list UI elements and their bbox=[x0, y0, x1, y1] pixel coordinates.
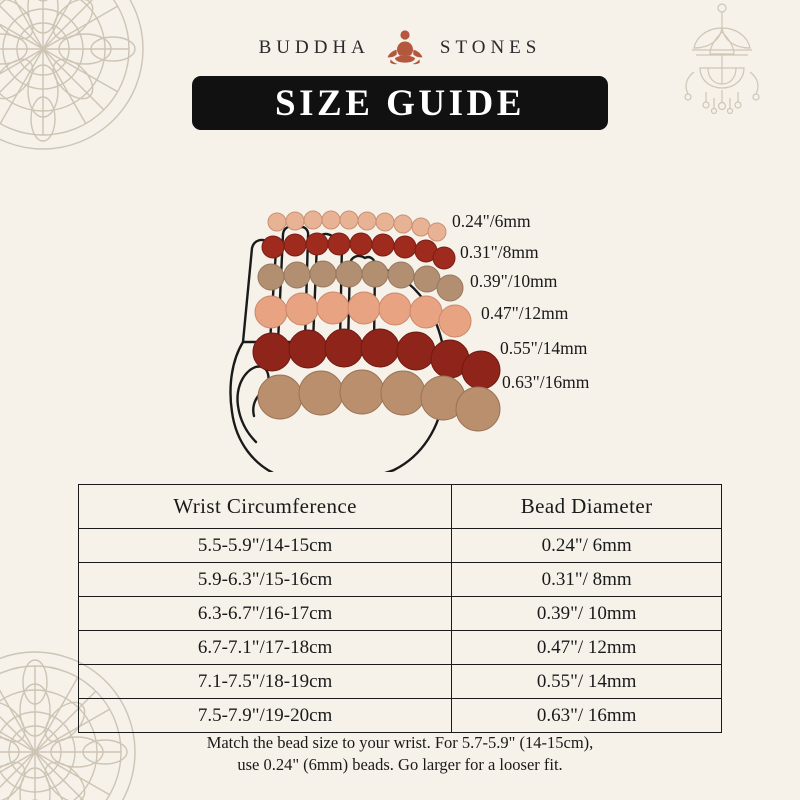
bead-label-14mm: 0.55"/14mm bbox=[500, 338, 588, 358]
table-row bbox=[79, 563, 722, 597]
table-row bbox=[79, 597, 722, 631]
footer-line-1: Match the bead size to your wrist. For 5.7-5.9" (14-15cm), bbox=[206, 733, 594, 752]
bead-label-6mm: 0.24"/6mm bbox=[452, 211, 531, 231]
bead-label-10mm: 0.39"/10mm bbox=[470, 271, 558, 291]
cell-wrist: 6.3-6.7"/16-17cm bbox=[79, 597, 452, 631]
bracelet-row-16mm bbox=[258, 370, 500, 431]
table-row bbox=[79, 631, 722, 665]
cell-bead: 0.63"/ 16mm bbox=[452, 699, 722, 733]
cell-wrist: 5.5-5.9"/14-15cm bbox=[79, 529, 452, 563]
column-header-bead-diameter: Bead Diameter bbox=[452, 485, 722, 529]
cell-bead: 0.24"/ 6mm bbox=[452, 529, 722, 563]
table-row bbox=[79, 665, 722, 699]
cell-bead: 0.39"/ 10mm bbox=[452, 597, 722, 631]
brand-header bbox=[0, 26, 800, 70]
hand-with-bracelets-illustration bbox=[0, 132, 800, 472]
bead-label-8mm: 0.31"/8mm bbox=[460, 242, 539, 262]
footer-note bbox=[0, 732, 800, 776]
bead-label-16mm: 0.63"/16mm bbox=[502, 372, 590, 392]
cell-bead: 0.47"/ 12mm bbox=[452, 631, 722, 665]
cell-wrist: 7.5-7.9"/19-20cm bbox=[79, 699, 452, 733]
cell-wrist: 7.1-7.5"/18-19cm bbox=[79, 665, 452, 699]
page-title: SIZE GUIDE bbox=[275, 82, 525, 124]
cell-wrist: 6.7-7.1"/17-18cm bbox=[79, 631, 452, 665]
size-table bbox=[78, 484, 722, 733]
meditating-buddha-icon bbox=[382, 26, 428, 70]
brand-word-right: STONES bbox=[439, 37, 542, 58]
footer-line-2: use 0.24" (6mm) beads. Go larger for a looser fit. bbox=[237, 755, 563, 774]
column-header-wrist-circumference: Wrist Circumference bbox=[79, 485, 452, 529]
cell-wrist: 5.9-6.3"/15-16cm bbox=[79, 563, 452, 597]
page-title-banner bbox=[192, 76, 608, 130]
cell-bead: 0.31"/ 8mm bbox=[452, 563, 722, 597]
table-row bbox=[79, 529, 722, 563]
table-row bbox=[79, 699, 722, 733]
cell-bead: 0.55"/ 14mm bbox=[452, 665, 722, 699]
bead-label-12mm: 0.47"/12mm bbox=[481, 303, 569, 323]
brand-word-left: BUDDHA bbox=[258, 37, 370, 58]
table-header-row bbox=[79, 485, 722, 529]
